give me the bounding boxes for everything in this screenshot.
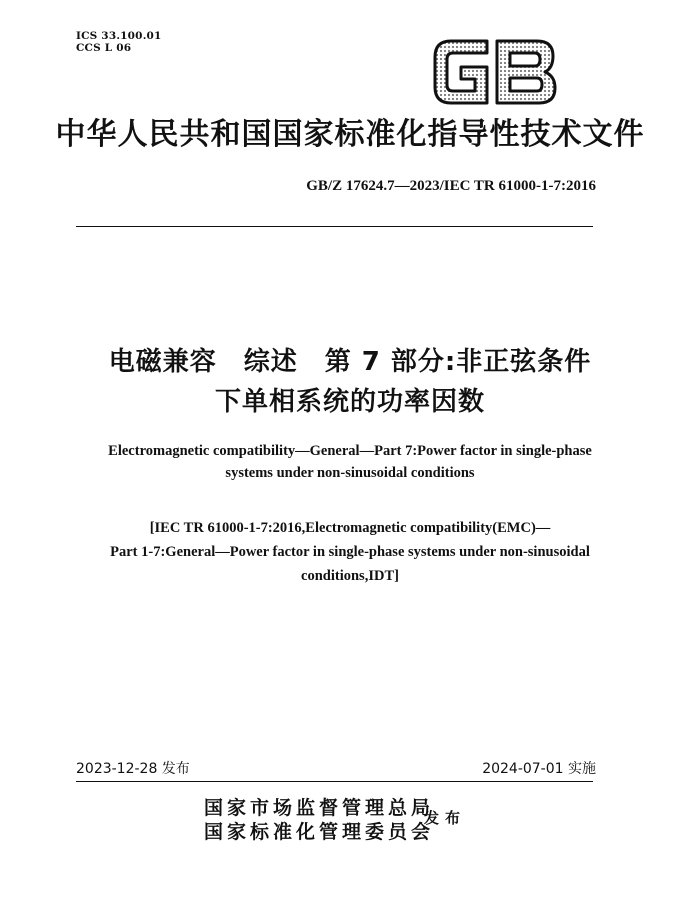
ccs-code: CCS L 06 [76, 42, 132, 54]
ics-code: ICS 33.100.01 [76, 30, 162, 42]
english-title-line-2: systems under non-sinusoidal conditions [225, 465, 475, 481]
english-title-line-1: Electromagnetic compatibility—General—Part 7:Power factor in single-phase [108, 443, 592, 459]
standard-number: GB/Z 17624.7—2023/IEC TR 61000-1-7:2016 [306, 178, 596, 194]
chinese-title-line-1: 电磁兼容 综述 第 7 部分:非正弦条件 [108, 347, 592, 377]
document-type-title: 中华人民共和国国家标准化指导性技术文件 [55, 117, 645, 152]
chinese-title-line-2: 下单相系统的功率因数 [214, 387, 485, 417]
top-divider [76, 226, 593, 227]
equivalence-line-1: [IEC TR 61000-1-7:2016,Electromagnetic compatibility(EMC)— [149, 520, 551, 536]
issue-action: 发布 [424, 809, 467, 827]
issuer-line-1: 国家市场监督管理总局 [204, 797, 435, 819]
issuer-line-2: 国家标准化管理委员会 [204, 821, 435, 843]
bottom-divider [76, 781, 593, 782]
equivalence-line-2: Part 1-7:General—Power factor in single-phase systems under non-sinusoidal [110, 544, 590, 560]
gb-logo [431, 37, 559, 107]
issue-date: 2023-12-28 发布 [76, 761, 190, 777]
equivalence-line-3: conditions,IDT] [301, 568, 399, 584]
implementation-date: 2024-07-01 实施 [482, 761, 596, 777]
